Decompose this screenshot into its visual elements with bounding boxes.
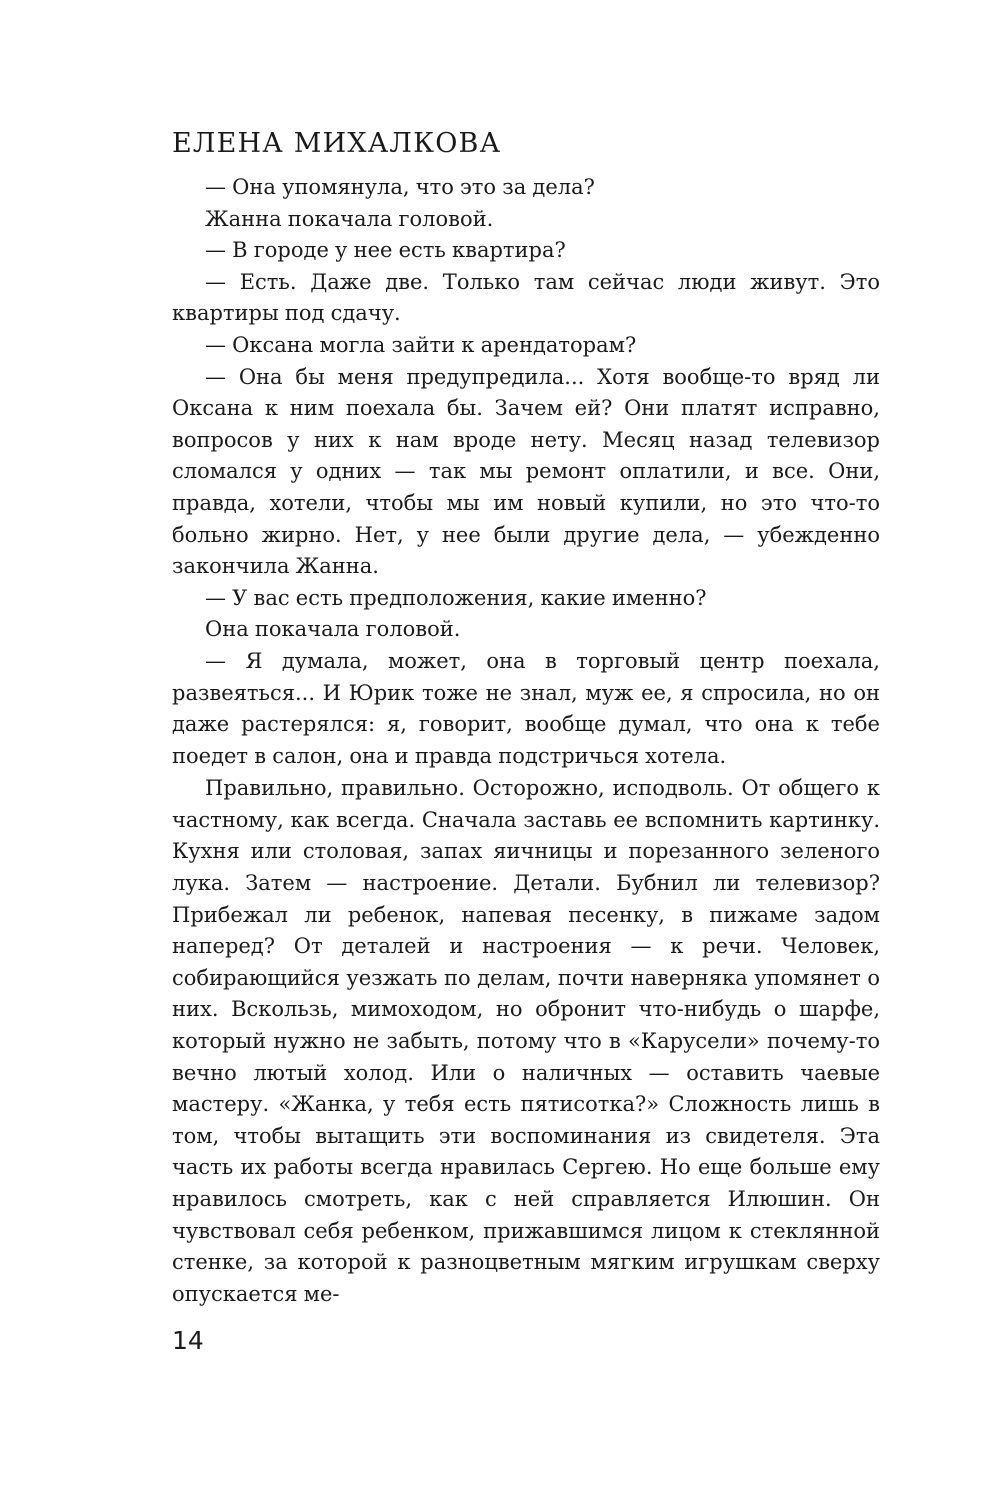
paragraph: Она покачала головой. — [205, 617, 461, 642]
paragraph: Правильно, правильно. Осторожно, исподволь. От общего к частному, как всегда. Сначала заставь ее вспомнить картинку. Кухня или столовая, запах яичницы и порезанного зеленого лука. Затем — настроение. Детали. Бубнил ли телевизор? Прибежал ли ребенок, напевая песенку, в пижаме задом наперед? От деталей и настроения — к речи. Человек, собирающийся уезжать по делам, почти наверняка упомянет о них. Вскользь, мимоходом, но обронит что-нибудь о шарфе, который нужно не забыть, потому что в «Карусели» почему-то вечно лютый холод. Или о наличных — оставить чаевые мастеру. «Жанка, у тебя есть пятисотка?» Сложность лишь в том, чтобы вытащить эти воспоминания из свидетеля. Эта часть их работы всегда нравилась Сергею. Но еще больше ему нравилось смотреть, как с ней справляется Илюшин. Он чувствовал себя ребенком, прижавшимся лицом к стеклянной стенке, за которой к разноцветным мягким игрушкам сверху опускается ме- — [172, 776, 880, 1306]
paragraph: Жанна покачала головой. — [205, 206, 494, 231]
paragraph: — Я думала, может, она в торговый центр поехала, развеяться... И Юрик тоже не знал, муж ее, я спросила, но он даже растерялся: я, говорит, вообще думал, что она к тебе поедет в салон, она и правда подстричься хотела. — [172, 648, 880, 768]
paragraph: — Оксана могла зайти к арендаторам? — [205, 332, 637, 357]
paragraph: — У вас есть предположения, какие именно? — [205, 585, 707, 610]
paragraph: — Она упомянула, что это за дела? — [205, 175, 595, 199]
paragraph: — Есть. Даже две. Только там сейчас люди живут. Это квартиры под сдачу. — [172, 269, 880, 326]
page-number: 14 — [172, 1326, 204, 1355]
book-page — [172, 0, 880, 1496]
paragraph: — Она бы меня предупредила... Хотя вообще-то вряд ли Оксана к ним поехала бы. Зачем ей? Они платят исправно, вопросов у них к нам вроде нету. Месяц назад телевизор сломался у одних — так мы ремонт оплатили, и все. Они, правда, хотели, чтобы мы им новый купили, но это что-то больно жирно. Нет, у нее были другие дела, — убежденно закончила Жанна. — [172, 364, 880, 579]
paragraph: — В городе у нее есть квартира? — [205, 238, 566, 263]
running-head-author: ЕЛЕНА МИХАЛКОВА — [172, 128, 502, 159]
body-text — [172, 172, 880, 1310]
